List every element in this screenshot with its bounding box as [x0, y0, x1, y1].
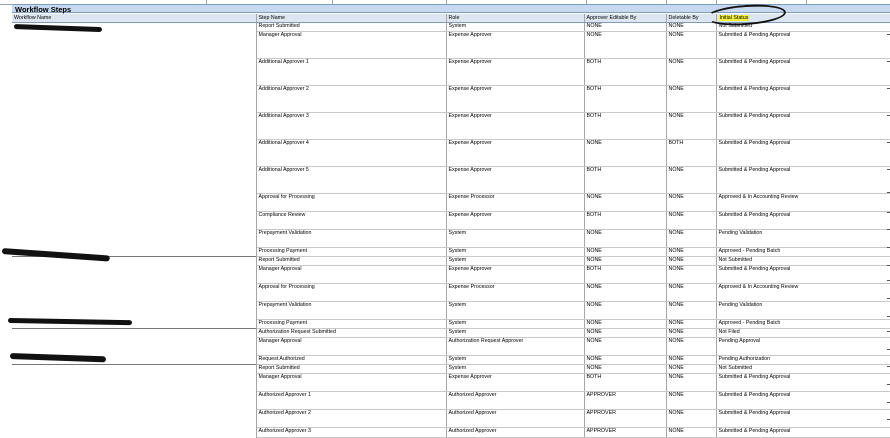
approver-editable-by-cell[interactable]: NONE [584, 140, 666, 167]
deletable-by-cell[interactable]: NONE [666, 59, 716, 86]
initial-status-cell[interactable]: Submitted & Pending Approval [716, 86, 890, 113]
role-cell[interactable]: Authorized Approver [446, 410, 584, 428]
table-row [12, 410, 890, 428]
header-deletable-by[interactable]: Deletable By [666, 14, 716, 23]
workflow-name-cell[interactable] [12, 32, 256, 59]
header-workflow-name[interactable]: Workflow Name [12, 14, 256, 23]
step-name-cell[interactable]: Compliance Review [256, 212, 446, 230]
step-name-cell[interactable]: Report Submitted [256, 365, 446, 374]
workflow-name-cell[interactable] [12, 86, 256, 113]
deletable-by-cell[interactable]: NONE [666, 257, 716, 266]
role-cell[interactable]: Expense Approver [446, 86, 584, 113]
approver-editable-by-cell[interactable]: APPROVER [584, 410, 666, 428]
workflow-name-cell[interactable] [12, 140, 256, 167]
workflow-name-cell[interactable] [12, 266, 256, 284]
approver-editable-by-cell[interactable]: APPROVER [584, 392, 666, 410]
approver-editable-by-cell[interactable]: NONE [584, 32, 666, 59]
deletable-by-cell[interactable]: NONE [666, 329, 716, 338]
workflow-name-cell[interactable] [12, 212, 256, 230]
workflow-name-cell[interactable] [12, 230, 256, 248]
table-row [12, 428, 890, 438]
approver-editable-by-cell[interactable]: NONE [584, 329, 666, 338]
workflow-name-cell[interactable] [12, 257, 256, 266]
table-row [12, 248, 890, 257]
header-role[interactable]: Role [446, 14, 584, 23]
step-name-cell[interactable]: Authorized Approver 3 [256, 428, 446, 438]
initial-status-cell[interactable]: Not Submitted [716, 23, 890, 32]
role-cell[interactable]: Authorized Approver [446, 428, 584, 438]
initial-status-cell[interactable]: Not Submitted [716, 365, 890, 374]
step-name-cell[interactable]: Processing Payment [256, 248, 446, 257]
deletable-by-cell[interactable]: NONE [666, 284, 716, 302]
role-cell[interactable]: System [446, 302, 584, 320]
approver-editable-by-cell[interactable]: BOTH [584, 212, 666, 230]
step-name-cell[interactable]: Processing Payment [256, 320, 446, 329]
approver-editable-by-cell[interactable]: NONE [584, 230, 666, 248]
deletable-by-cell[interactable]: NONE [666, 302, 716, 320]
role-cell[interactable]: Expense Approver [446, 212, 584, 230]
initial-status-cell[interactable]: Not Filed [716, 329, 890, 338]
header-approver-editable-by[interactable]: Approver Editable By [584, 14, 666, 23]
deletable-by-cell[interactable]: NONE [666, 392, 716, 410]
step-name-cell[interactable]: Authorized Approver 1 [256, 392, 446, 410]
role-cell[interactable]: Expense Approver [446, 113, 584, 140]
approver-editable-by-cell[interactable]: BOTH [584, 59, 666, 86]
step-name-cell[interactable]: Additional Approver 1 [256, 59, 446, 86]
step-name-cell[interactable]: Report Submitted [256, 23, 446, 32]
table-row [12, 302, 890, 320]
table-row [12, 284, 890, 302]
table-row [12, 212, 890, 230]
initial-status-cell[interactable]: Pending Validation [716, 302, 890, 320]
deletable-by-cell[interactable]: NONE [666, 113, 716, 140]
step-name-cell[interactable]: Additional Approver 4 [256, 140, 446, 167]
workflow-name-cell[interactable] [12, 365, 256, 374]
approver-editable-by-cell[interactable]: NONE [584, 365, 666, 374]
role-cell[interactable]: Expense Approver [446, 32, 584, 59]
table-row [12, 59, 890, 86]
workflow-name-cell[interactable] [12, 428, 256, 438]
role-cell[interactable]: Authorization Request Approver [446, 338, 584, 356]
role-cell[interactable]: Expense Approver [446, 266, 584, 284]
initial-status-cell[interactable]: Submitted & Pending Approval [716, 59, 890, 86]
approver-editable-by-cell[interactable]: NONE [584, 194, 666, 212]
approver-editable-by-cell[interactable]: BOTH [584, 167, 666, 194]
step-name-cell[interactable]: Manager Approval [256, 374, 446, 392]
initial-status-cell[interactable]: Submitted & Pending Approval [716, 410, 890, 428]
role-cell[interactable]: Expense Approver [446, 374, 584, 392]
workflow-name-cell[interactable] [12, 113, 256, 140]
initial-status-cell[interactable]: Approved & In Accounting Review [716, 194, 890, 212]
table-row [12, 320, 890, 329]
table-row [12, 194, 890, 212]
deletable-by-cell[interactable]: NONE [666, 212, 716, 230]
role-cell[interactable]: System [446, 329, 584, 338]
table-row [12, 329, 890, 338]
highlighted-header: Initial Status [719, 15, 749, 21]
role-cell[interactable]: System [446, 248, 584, 257]
initial-status-cell[interactable]: Approved - Pending Batch [716, 320, 890, 329]
approver-editable-by-cell[interactable]: NONE [584, 302, 666, 320]
table-row [12, 266, 890, 284]
deletable-by-cell[interactable]: NONE [666, 365, 716, 374]
table-row [12, 32, 890, 59]
deletable-by-cell[interactable]: NONE [666, 194, 716, 212]
deletable-by-cell[interactable]: NONE [666, 230, 716, 248]
step-name-cell[interactable]: Approval for Processing [256, 194, 446, 212]
table-row [12, 86, 890, 113]
initial-status-cell[interactable]: Submitted & Pending Approval [716, 167, 890, 194]
step-name-cell[interactable]: Manager Approval [256, 266, 446, 284]
workflow-name-cell[interactable] [12, 284, 256, 302]
table-row [12, 23, 890, 32]
step-name-cell[interactable]: Approval for Processing [256, 284, 446, 302]
workflow-name-cell[interactable] [12, 194, 256, 212]
approver-editable-by-cell[interactable]: NONE [584, 248, 666, 257]
role-cell[interactable]: System [446, 356, 584, 365]
deletable-by-cell[interactable]: NONE [666, 32, 716, 59]
table-row [12, 113, 890, 140]
deletable-by-cell[interactable]: NONE [666, 86, 716, 113]
initial-status-cell[interactable]: Pending Authorization [716, 356, 890, 365]
initial-status-cell[interactable]: Submitted & Pending Approval [716, 113, 890, 140]
deletable-by-cell[interactable]: NONE [666, 428, 716, 438]
table-row [12, 392, 890, 410]
table-row [12, 374, 890, 392]
table-row [12, 365, 890, 374]
role-cell[interactable]: Expense Approver [446, 140, 584, 167]
workflow-steps-table [12, 14, 890, 438]
step-name-cell[interactable]: Prepayment Validation [256, 302, 446, 320]
role-cell[interactable]: System [446, 230, 584, 248]
step-name-cell[interactable]: Prepayment Validation [256, 230, 446, 248]
workflow-name-cell[interactable] [12, 329, 256, 338]
step-name-cell[interactable]: Manager Approval [256, 32, 446, 59]
approver-editable-by-cell[interactable]: NONE [584, 23, 666, 32]
step-name-cell[interactable]: Authorized Approver 2 [256, 410, 446, 428]
role-cell[interactable]: System [446, 320, 584, 329]
approver-editable-by-cell[interactable]: NONE [584, 257, 666, 266]
initial-status-cell[interactable]: Submitted & Pending Approval [716, 428, 890, 438]
deletable-by-cell[interactable]: BOTH [666, 140, 716, 167]
sheet-title: Workflow Steps [12, 4, 890, 13]
initial-status-cell[interactable]: Approved - Pending Batch [716, 248, 890, 257]
deletable-by-cell[interactable]: NONE [666, 338, 716, 356]
deletable-by-cell[interactable]: NONE [666, 23, 716, 32]
step-name-cell[interactable]: Additional Approver 5 [256, 167, 446, 194]
initial-status-cell[interactable]: Submitted & Pending Approval [716, 392, 890, 410]
role-cell[interactable]: Expense Approver [446, 167, 584, 194]
workflow-name-cell[interactable] [12, 59, 256, 86]
workflow-name-cell[interactable] [12, 392, 256, 410]
approver-editable-by-cell[interactable]: NONE [584, 320, 666, 329]
deletable-by-cell[interactable]: NONE [666, 167, 716, 194]
workflow-name-cell[interactable] [12, 338, 256, 356]
role-cell[interactable]: System [446, 365, 584, 374]
deletable-by-cell[interactable]: NONE [666, 320, 716, 329]
workflow-name-cell[interactable] [12, 167, 256, 194]
deletable-by-cell[interactable]: NONE [666, 356, 716, 365]
step-name-cell[interactable]: Additional Approver 3 [256, 113, 446, 140]
initial-status-cell[interactable]: Not Submitted [716, 257, 890, 266]
initial-status-cell[interactable]: Submitted & Pending Approval [716, 140, 890, 167]
deletable-by-cell[interactable]: NONE [666, 266, 716, 284]
initial-status-cell[interactable]: Submitted & Pending Approval [716, 212, 890, 230]
workflow-name-cell[interactable] [12, 410, 256, 428]
workflow-name-cell[interactable] [12, 374, 256, 392]
step-name-cell[interactable]: Report Submitted [256, 257, 446, 266]
approver-editable-by-cell[interactable]: NONE [584, 284, 666, 302]
table-row [12, 230, 890, 248]
step-name-cell[interactable]: Additional Approver 2 [256, 86, 446, 113]
approver-editable-by-cell[interactable]: BOTH [584, 86, 666, 113]
role-cell[interactable]: Expense Approver [446, 59, 584, 86]
initial-status-cell[interactable]: Pending Validation [716, 230, 890, 248]
role-cell[interactable]: System [446, 257, 584, 266]
deletable-by-cell[interactable]: NONE [666, 410, 716, 428]
approver-editable-by-cell[interactable]: BOTH [584, 113, 666, 140]
deletable-by-cell[interactable]: NONE [666, 248, 716, 257]
role-cell[interactable]: Expense Processor [446, 194, 584, 212]
table-row [12, 257, 890, 266]
approver-editable-by-cell[interactable]: NONE [584, 338, 666, 356]
step-name-cell[interactable]: Authorization Request Submitted [256, 329, 446, 338]
initial-status-cell[interactable]: Submitted & Pending Approval [716, 374, 890, 392]
approver-editable-by-cell[interactable]: BOTH [584, 374, 666, 392]
table-row [12, 356, 890, 365]
table-body [12, 23, 890, 438]
role-cell[interactable]: Authorized Approver [446, 392, 584, 410]
table-row [12, 140, 890, 167]
initial-status-cell[interactable]: Submitted & Pending Approval [716, 266, 890, 284]
approver-editable-by-cell[interactable]: NONE [584, 356, 666, 365]
workflow-name-cell[interactable] [12, 302, 256, 320]
initial-status-cell[interactable]: Approved & In Accounting Review [716, 284, 890, 302]
initial-status-cell[interactable]: Submitted & Pending Approval [716, 32, 890, 59]
step-name-cell[interactable]: Request Authorized [256, 356, 446, 365]
deletable-by-cell[interactable]: NONE [666, 374, 716, 392]
role-cell[interactable]: Expense Processor [446, 284, 584, 302]
table-row [12, 167, 890, 194]
header-step-name[interactable]: Step Name [256, 14, 446, 23]
table-row [12, 338, 890, 356]
approver-editable-by-cell[interactable]: APPROVER [584, 428, 666, 438]
initial-status-cell[interactable]: Pending Approval [716, 338, 890, 356]
role-cell[interactable]: System [446, 23, 584, 32]
approver-editable-by-cell[interactable]: BOTH [584, 266, 666, 284]
step-name-cell[interactable]: Manager Approval [256, 338, 446, 356]
